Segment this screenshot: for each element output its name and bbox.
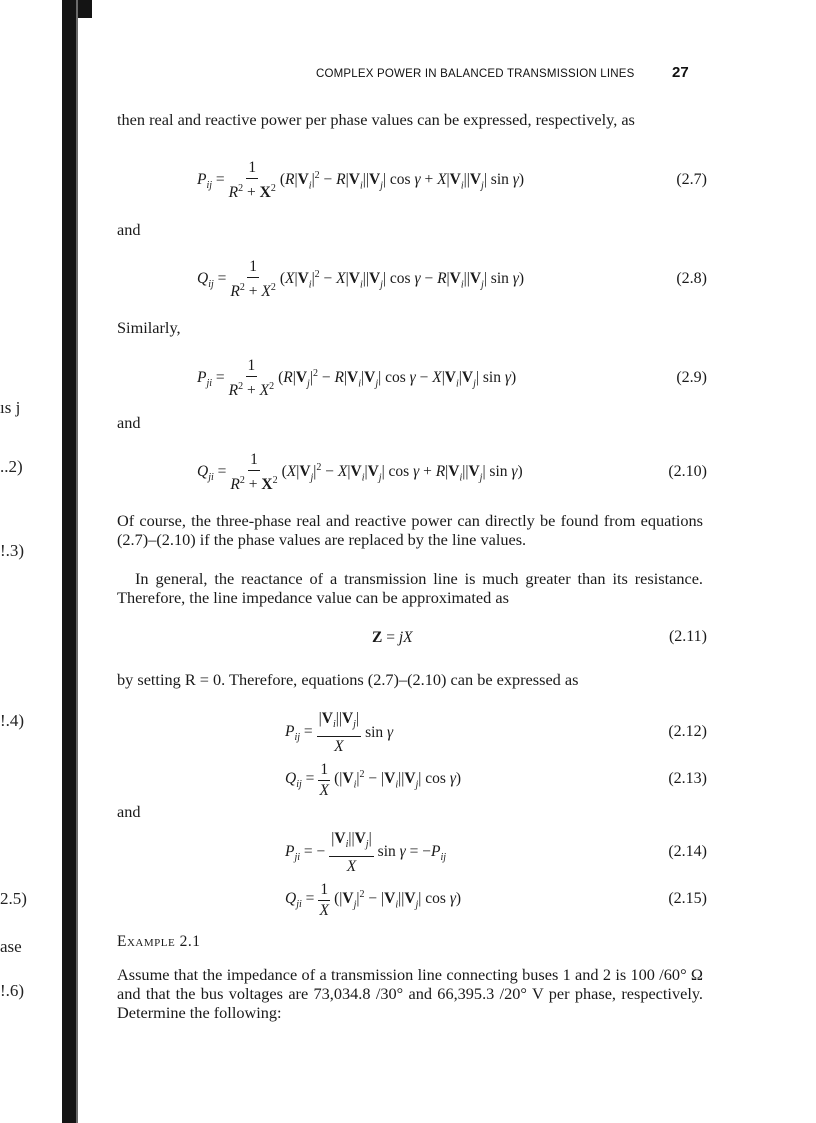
book-spine-shadow: [62, 0, 76, 1123]
left-margin-fragment: ıs j: [0, 398, 21, 417]
equation-number: (2.9): [676, 369, 707, 386]
paragraph-in-general: In general, the reactance of a transmission line is much greater than its resistance. Therefore, the line impedance value can be approximated as: [117, 569, 703, 607]
running-header: COMPLEX POWER IN BALANCED TRANSMISSION LINES: [316, 68, 635, 80]
paragraph-by-setting: by setting R = 0. Therefore, equations (2.7)–(2.10) can be expressed as: [117, 670, 579, 689]
equation-2-10: $Q_{ji}$ = $\frac{1}{R^2 + X^2}$ ($X|V_j|^2 - X|V_i|V_j|$ $\cos \gamma + R|V_i||V_j|$ sin γ) (2.10): [197, 451, 707, 494]
equation-number: (2.13): [668, 770, 707, 787]
equation-2-8: $Q_{ij}$ = $\frac{1}{R^2 + X^2}$ ($X|V_i|^2 - X|V_i||V_j|$ $\cos \gamma - R|V_i||V_j|$ sin γ) (2.8): [197, 258, 707, 301]
example-title: Example 2.1: [117, 933, 201, 950]
connector-similarly: Similarly,: [117, 318, 181, 337]
equation-2-9: $P_{ji}$ = $\frac{1}{R^2 + X^2}$ ($R|V_j|^2 - R|V_i|V_j|$ $\cos \gamma - X|V_i|V_j|$ sin γ) (2.9): [197, 357, 707, 400]
equation-number: (2.15): [668, 890, 707, 907]
connector-and: and: [117, 802, 141, 821]
equation-2-13: $Q_{ij}$ = $\frac{1}{X}$ ($|V_i|^2 - |V_i||V_j|$ cos γ) (2.13): [285, 760, 707, 799]
equation-number: (2.14): [668, 843, 707, 860]
left-margin-fragment: ase: [0, 937, 22, 956]
paragraph-of-course: Of course, the three-phase real and reactive power can directly be found from equations (2.7)–(2.10) if the phase values are replaced by the line values.: [117, 511, 703, 549]
left-margin-fragment: 2.5): [0, 889, 27, 908]
left-margin-fragment: ..2): [0, 457, 23, 476]
connector-and: and: [117, 220, 141, 239]
page-number: 27: [672, 64, 689, 81]
equation-number: (2.10): [668, 463, 707, 480]
equation-number: (2.7): [676, 171, 707, 188]
equation-2-12: $P_{ij}$ = $\frac{|V_i||V_j|}{X}$ sin γ (2.12): [285, 710, 707, 755]
equation-number: (2.8): [676, 270, 707, 287]
left-margin-fragment: !.6): [0, 981, 25, 1000]
equation-number: (2.12): [668, 723, 707, 740]
left-margin-fragment: !.3): [0, 541, 25, 560]
equation-2-7: $P_{ij}$ = $\frac{1}{R^2 + X^2}$ ($R|V_i|^2 - R|V_i||V_j|$ $\cos \gamma + X|V_i||V_j|$ sin γ) (2.7): [197, 159, 707, 202]
example-body: Assume that the impedance of a transmission line connecting buses 1 and 2 is 100 /60° Ω and that the bus voltages are 73,034.8 /30° and 66,395.3 /20° V per phase, respectively. Determine the following:: [117, 965, 703, 1022]
equation-2-11: Z = jX (2.11): [372, 628, 707, 646]
book-spine-edge: [76, 0, 78, 1123]
intro-paragraph: then real and reactive power per phase values can be expressed, respectively, as: [117, 110, 635, 129]
left-margin-fragment: !.4): [0, 711, 25, 730]
equation-2-15: $Q_{ji}$ = $\frac{1}{X}$ ($|V_j|^2 - |V_i||V_j|$ cos γ) (2.15): [285, 880, 707, 919]
connector-and: and: [117, 413, 141, 432]
equation-2-14: $P_{ji}$ = − $\frac{|V_i||V_j|}{X}$ $\sin \gamma = -P_{ij}$ (2.14): [285, 830, 707, 875]
equation-number: (2.11): [668, 628, 707, 645]
